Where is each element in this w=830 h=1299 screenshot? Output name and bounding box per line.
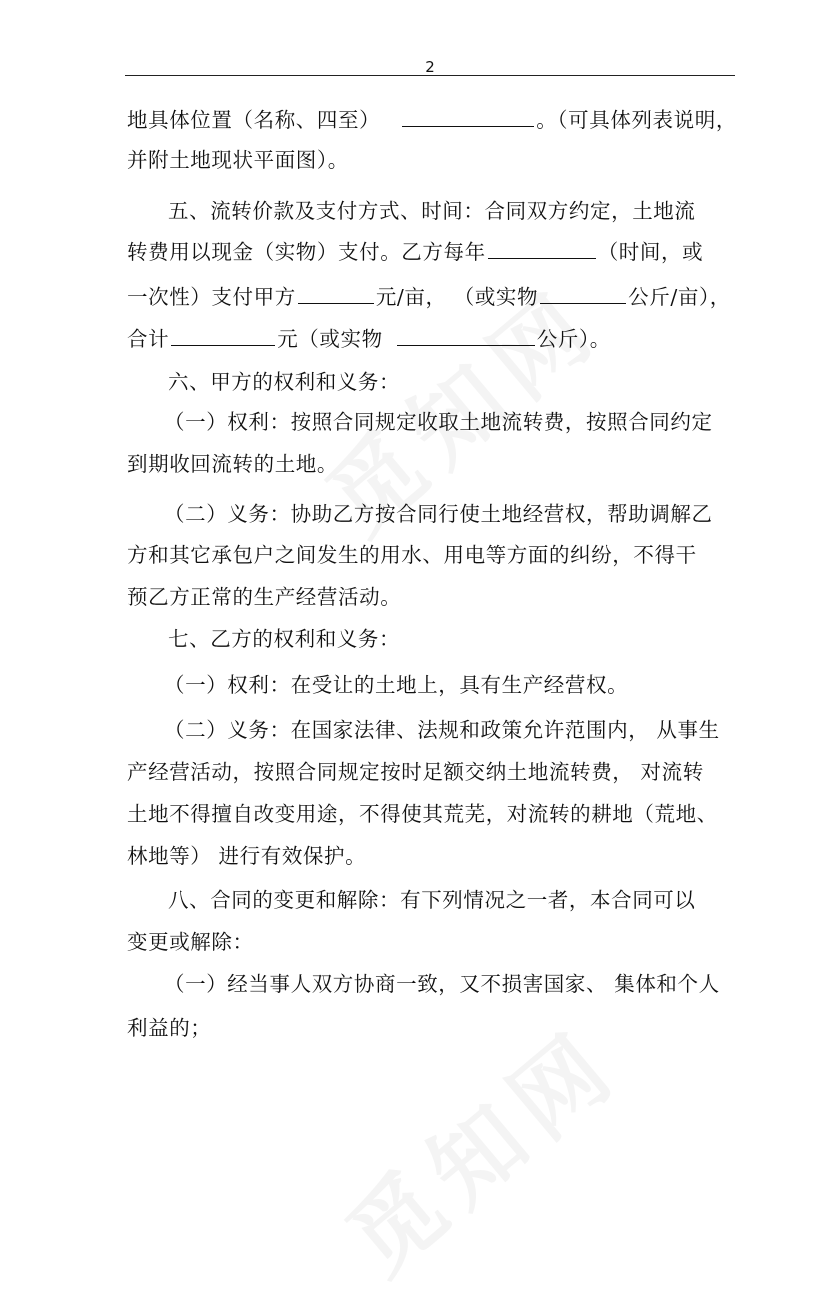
section6-rights-line-1: （一）权利：按照合同规定收取土地流转费，按照合同约定 [164,410,713,434]
text: （时间，或 [597,240,704,264]
text: 公斤/亩）， [628,285,731,309]
header-rule [125,75,735,76]
section6-duty-line-2: 方和其它承包户之间发生的用水、用电等方面的纠纷，不得干 [127,543,697,567]
section7-duty-line-1: （二）义务：在国家法律、法规和政策允许范围内， 从事生 [164,718,720,742]
section7-duty-line-2: 产经营活动，按照合同规定按时足额交纳土地流转费， 对流转 [127,760,704,784]
section6-title: 六、甲方的权利和义务： [168,370,401,394]
text: 一次性）支付甲方 [127,285,296,309]
text: 公斤）。 [536,327,611,351]
text: 元（或实物 [277,327,383,351]
section6-duty-line-3: 预乙方正常的生产经营活动。 [127,585,402,609]
section6-duty-line-1: （二）义务：协助乙方按合同行使土地经营权，帮助调解乙 [164,502,713,526]
section5-line-4 [127,323,747,353]
section7-title: 七、乙方的权利和义务： [168,627,401,651]
page-number: 2 [425,58,435,76]
blank-location[interactable] [402,104,534,127]
land-location-line-2: 并附土地现状平面图）。 [127,148,349,172]
section8-item1-line-2: 利益的； [127,1016,212,1040]
section6-rights-line-2: 到期收回流转的土地。 [127,452,338,476]
section7-duty-line-4: 林地等） 进行有效保护。 [127,844,367,868]
section8-title-line-1: 八、合同的变更和解除：有下列情况之一者，本合同可以 [168,888,696,912]
text: 转费用以现金（实物）支付。乙方每年 [127,240,486,264]
section5-line-2 [127,236,747,266]
blank-goods-per-mu[interactable] [540,281,626,304]
text: 地具体位置（名称、四至） [127,108,381,132]
section8-title-line-2: 变更或解除： [127,930,254,954]
section5-line-1: 五、流转价款及支付方式、时间：合同双方约定，土地流 [168,199,696,223]
text: 。（可具体列表说明， [536,108,737,132]
section7-rights-line-1: （一）权利：在受让的土地上，具有生产经营权。 [164,673,629,697]
section7-duty-line-3: 土地不得擅自改变用途，不得使其荒芜，对流转的耕地（荒地、 [127,802,718,826]
section5-line-3 [127,281,747,311]
text: 元/亩， （或实物 [375,285,539,309]
blank-total-yuan[interactable] [171,323,275,346]
section8-item1-line-1: （一）经当事人双方协商一致，又不损害国家、 集体和个人 [164,972,720,996]
land-location-line-1 [127,104,747,134]
blank-total-goods[interactable] [397,323,535,346]
text: 合计 [127,327,170,351]
blank-payment-time[interactable] [488,236,596,259]
blank-price-per-mu[interactable] [298,281,374,304]
